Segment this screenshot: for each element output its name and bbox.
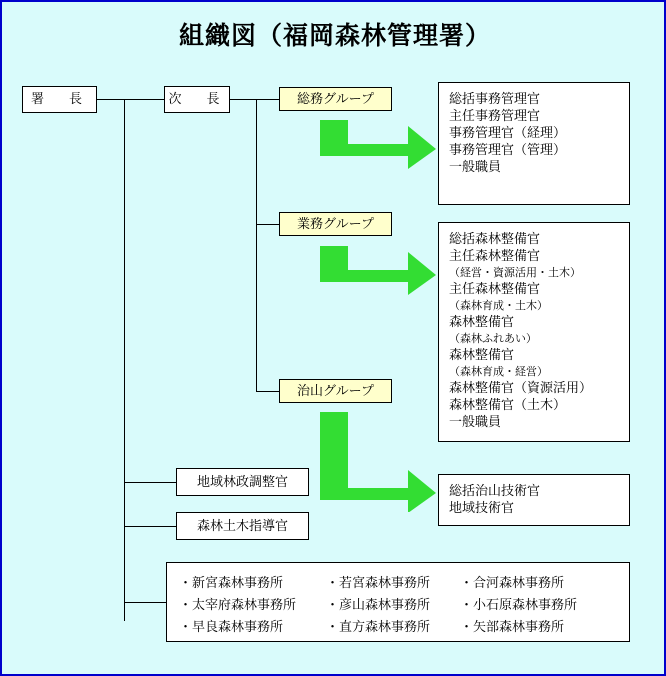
staff-panel-erosion (438, 474, 630, 526)
staff-item: （経営・資源活用・土木） (449, 266, 581, 279)
office-item: ・早良森林事務所 (179, 620, 284, 635)
page-title: 組織図（福岡森林管理署） (178, 21, 491, 50)
office-item: ・小石原森林事務所 (460, 598, 578, 613)
node-regional-forest-policy-label: 地域林政調整官 (196, 474, 288, 490)
offices-column-2 (326, 573, 431, 635)
connector-groups-vertical (256, 99, 257, 392)
connector-to-group-operations (256, 224, 279, 225)
staff-item: 主任事務管理官 (449, 109, 541, 124)
staff-item: 主任森林整備官 (449, 282, 541, 297)
node-chief-label: 署 長 (30, 92, 88, 107)
node-regional-forest-policy[interactable] (176, 468, 309, 496)
staff-item: 総括事務管理官 (449, 92, 541, 107)
office-item: ・直方森林事務所 (326, 620, 431, 635)
office-item: ・矢部森林事務所 (460, 620, 565, 635)
connector-to-regional-forest-policy (124, 482, 176, 483)
node-group-operations[interactable] (279, 212, 392, 236)
staff-item: 総括森林整備官 (449, 232, 541, 247)
staff-item: 事務管理官（管理） (449, 143, 567, 158)
staff-item: 森林整備官 (449, 348, 515, 363)
offices-column-3 (460, 573, 578, 635)
staff-item: 森林整備官（資源活用） (449, 381, 593, 396)
office-item: ・合河森林事務所 (460, 576, 565, 591)
node-group-general-label: 総務グループ (297, 91, 374, 107)
connector-to-forest-civil-engineering (124, 526, 176, 527)
node-group-erosion[interactable] (279, 379, 392, 403)
staff-item: 一般職員 (449, 160, 502, 175)
arrow-general (320, 120, 438, 170)
connector-to-group-erosion (256, 391, 279, 392)
staff-item: （森林ふれあい） (449, 332, 537, 345)
node-forest-civil-engineering-label: 森林土木指導官 (196, 518, 288, 534)
node-deputy[interactable] (164, 86, 230, 113)
office-item: ・太宰府森林事務所 (179, 598, 297, 613)
office-item: ・若宮森林事務所 (326, 576, 431, 591)
node-deputy-label: 次 長 (168, 92, 226, 107)
offices-column-1 (179, 573, 297, 635)
connector-chief-deputy (96, 99, 164, 100)
node-group-general[interactable] (279, 87, 392, 111)
node-chief[interactable] (22, 86, 97, 113)
staff-item: 森林整備官 (449, 315, 515, 330)
node-forest-civil-engineering[interactable] (176, 512, 309, 540)
connector-deputy-to-groups (229, 99, 279, 100)
node-group-erosion-label: 治山グループ (297, 383, 374, 399)
staff-item: 総括治山技術官 (449, 484, 541, 499)
arrow-erosion (320, 412, 438, 512)
connector-to-offices (124, 602, 166, 603)
arrow-operations (320, 246, 438, 296)
node-group-operations-label: 業務グループ (297, 216, 374, 232)
staff-item: 森林整備官（土木） (449, 398, 567, 413)
staff-item: 地域技術官 (449, 501, 515, 516)
staff-item: （森林育成・土木） (449, 299, 548, 312)
staff-item: 主任森林整備官 (449, 249, 541, 264)
office-item: ・彦山森林事務所 (326, 598, 431, 613)
offices-panel (166, 562, 630, 642)
staff-item: （森林育成・経営） (449, 365, 548, 378)
connector-deputy-vertical (124, 99, 125, 621)
staff-item: 一般職員 (449, 415, 502, 430)
staff-item: 事務管理官（経理） (449, 126, 567, 141)
staff-panel-operations (438, 222, 630, 442)
staff-panel-general (438, 82, 630, 205)
office-item: ・新宮森林事務所 (179, 576, 284, 591)
